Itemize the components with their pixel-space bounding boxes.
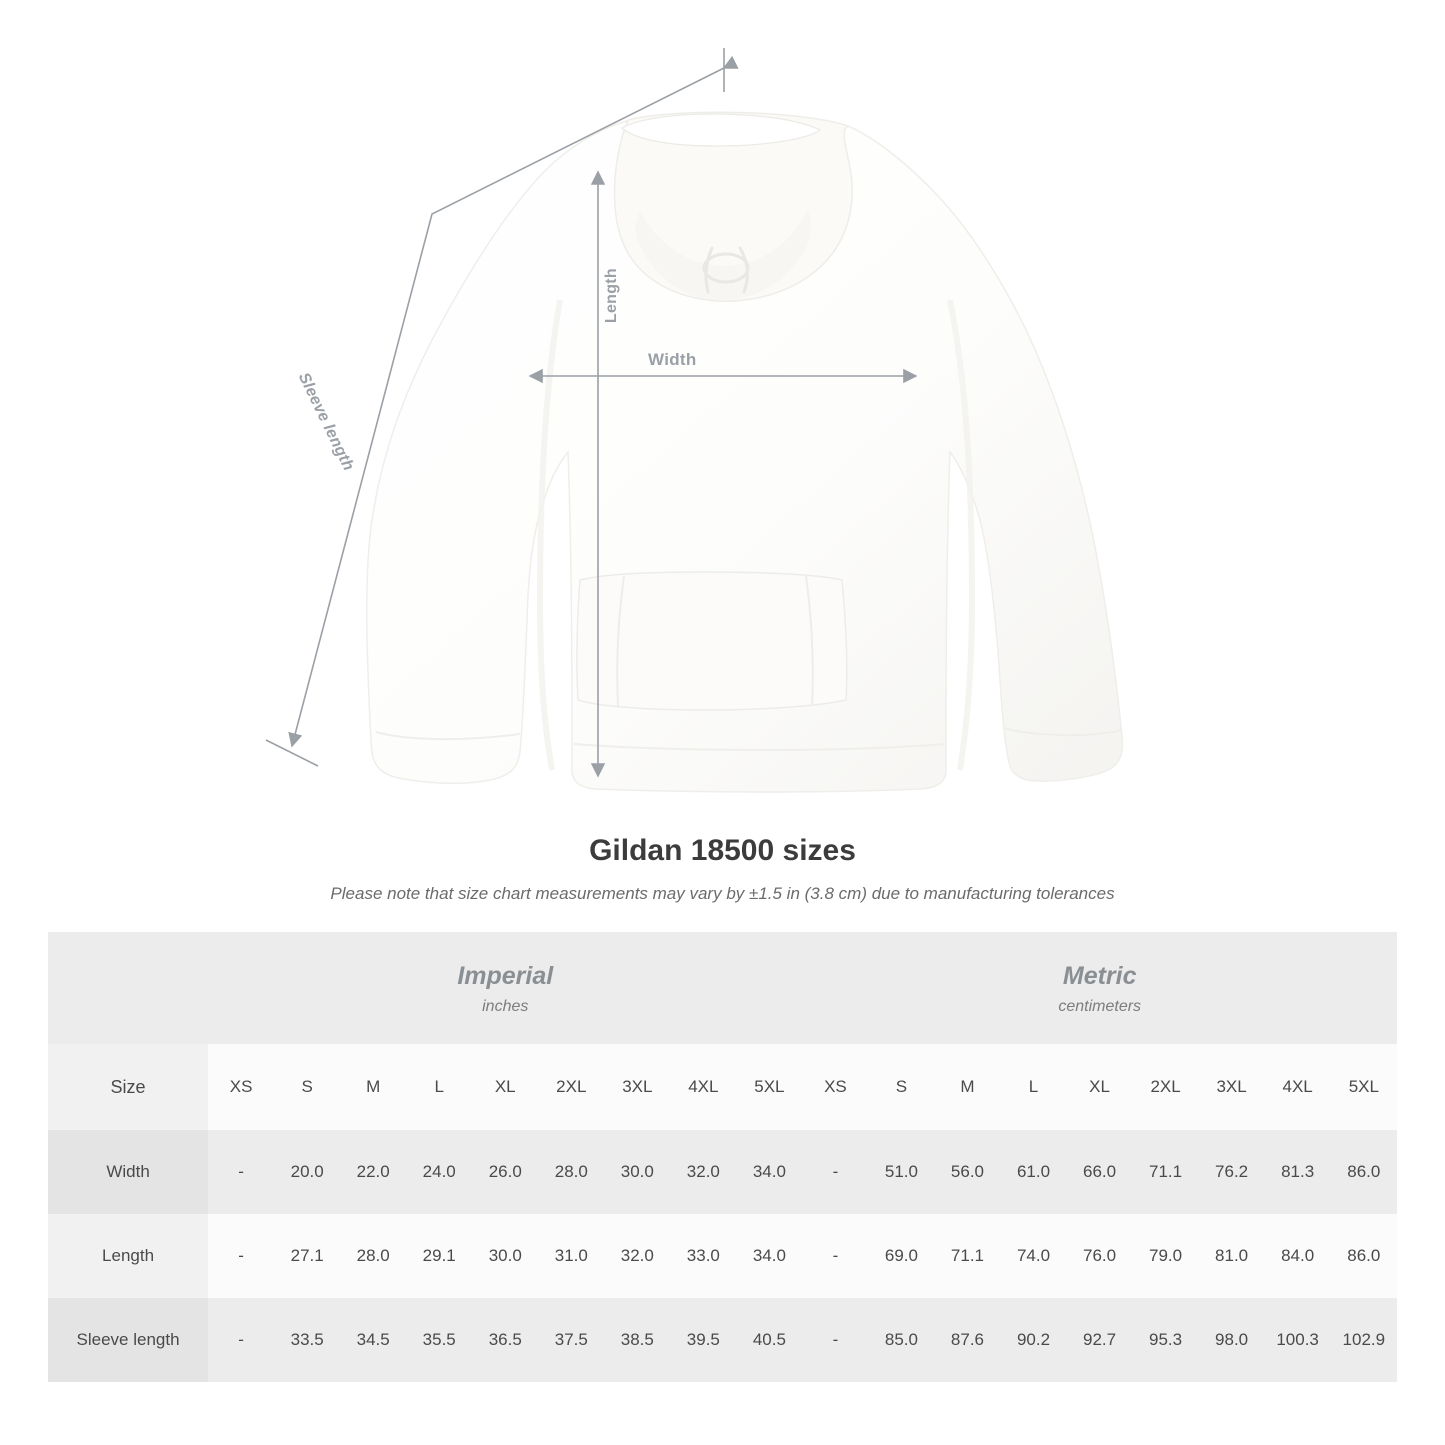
cell-width-metric-l: 61.0 [1000,1130,1066,1214]
cell-width-metric-3xl: 76.2 [1199,1130,1265,1214]
cell-length-metric-3xl: 81.0 [1199,1214,1265,1298]
cell-width-metric-2xl: 71.1 [1133,1130,1199,1214]
cell-sleeve-imperial-5xl: 40.5 [736,1298,802,1382]
cell-sleeve-metric-m: 87.6 [934,1298,1000,1382]
cell-sleeve-metric-s: 85.0 [868,1298,934,1382]
size-header-label: Size [48,1044,208,1130]
size-chart-table-wrapper [48,932,1397,1382]
size-header-metric-2xl: 2XL [1133,1044,1199,1130]
unit-group-imperial-sub: inches [482,997,529,1015]
page-title: Gildan 18500 sizes [589,834,856,867]
cell-length-imperial-2xl: 31.0 [538,1214,604,1298]
cell-width-metric-m: 56.0 [934,1130,1000,1214]
cell-length-metric-2xl: 79.0 [1133,1214,1199,1298]
size-header-imperial-xs: XS [208,1044,274,1130]
cell-width-imperial-xl: 26.0 [472,1130,538,1214]
cell-sleeve-imperial-xl: 36.5 [472,1298,538,1382]
cell-length-imperial-5xl: 34.0 [736,1214,802,1298]
cell-sleeve-metric-4xl: 100.3 [1265,1298,1331,1382]
cell-sleeve-imperial-4xl: 39.5 [670,1298,736,1382]
unit-group-imperial [208,932,802,1044]
size-header-metric-xs: XS [802,1044,868,1130]
size-header-imperial-2xl: 2XL [538,1044,604,1130]
cell-sleeve-metric-3xl: 98.0 [1199,1298,1265,1382]
cell-length-metric-m: 71.1 [934,1214,1000,1298]
size-header-imperial-m: M [340,1044,406,1130]
size-header-imperial-3xl: 3XL [604,1044,670,1130]
sleeve-length-dimension-label: Sleeve length [294,370,357,474]
cell-length-imperial-xs: - [208,1214,274,1298]
row-label-sleeve-length: Sleeve length [48,1298,208,1382]
cell-length-metric-s: 69.0 [868,1214,934,1298]
cell-length-metric-5xl: 86.0 [1331,1214,1397,1298]
cell-width-metric-s: 51.0 [868,1130,934,1214]
cell-width-imperial-2xl: 28.0 [538,1130,604,1214]
cell-sleeve-metric-2xl: 95.3 [1133,1298,1199,1382]
size-header-metric-s: S [868,1044,934,1130]
cell-length-metric-xl: 76.0 [1067,1214,1133,1298]
size-header-imperial-4xl: 4XL [670,1044,736,1130]
unit-group-metric [802,932,1397,1044]
cell-length-imperial-s: 27.1 [274,1214,340,1298]
cell-sleeve-metric-xs: - [802,1298,868,1382]
size-header-imperial-s: S [274,1044,340,1130]
cell-length-metric-xs: - [802,1214,868,1298]
size-chart-table [48,932,1397,1382]
cell-length-imperial-4xl: 33.0 [670,1214,736,1298]
size-header-metric-xl: XL [1067,1044,1133,1130]
cell-width-metric-4xl: 81.3 [1265,1130,1331,1214]
width-dimension-label: Width [648,350,697,369]
row-label-width: Width [48,1130,208,1214]
table-row [48,1214,1397,1298]
cell-width-imperial-4xl: 32.0 [670,1130,736,1214]
cell-sleeve-metric-xl: 92.7 [1067,1298,1133,1382]
table-row [48,1298,1397,1382]
cell-length-imperial-m: 28.0 [340,1214,406,1298]
cell-width-imperial-l: 24.0 [406,1130,472,1214]
cell-sleeve-metric-5xl: 102.9 [1331,1298,1397,1382]
size-header-imperial-5xl: 5XL [736,1044,802,1130]
row-label-length: Length [48,1214,208,1298]
cell-sleeve-imperial-2xl: 37.5 [538,1298,604,1382]
cell-sleeve-imperial-3xl: 38.5 [604,1298,670,1382]
cell-sleeve-imperial-xs: - [208,1298,274,1382]
cell-width-metric-5xl: 86.0 [1331,1130,1397,1214]
cell-sleeve-imperial-l: 35.5 [406,1298,472,1382]
cell-sleeve-imperial-m: 34.5 [340,1298,406,1382]
cell-length-imperial-xl: 30.0 [472,1214,538,1298]
length-dimension-label: Length [603,268,620,324]
cell-length-imperial-3xl: 32.0 [604,1214,670,1298]
measurement-note: Please note that size chart measurements may vary by ±1.5 in (3.8 cm) due to manufacturing tolerances [330,884,1115,903]
unit-group-metric-sub: centimeters [1058,997,1142,1015]
cell-sleeve-metric-l: 90.2 [1000,1298,1066,1382]
cell-length-metric-4xl: 84.0 [1265,1214,1331,1298]
hoodie-shape [367,112,1123,792]
cell-width-imperial-xs: - [208,1130,274,1214]
unit-header-row [48,932,1397,1044]
size-header-metric-3xl: 3XL [1199,1044,1265,1130]
cell-width-imperial-5xl: 34.0 [736,1130,802,1214]
cell-length-metric-l: 74.0 [1000,1214,1066,1298]
size-header-metric-4xl: 4XL [1265,1044,1331,1130]
cell-width-metric-xs: - [802,1130,868,1214]
unit-group-metric-title: Metric [1062,962,1137,991]
size-header-imperial-l: L [406,1044,472,1130]
cell-length-imperial-l: 29.1 [406,1214,472,1298]
cell-sleeve-imperial-s: 33.5 [274,1298,340,1382]
unit-header-spacer [48,932,208,1044]
cell-width-imperial-m: 22.0 [340,1130,406,1214]
cell-width-imperial-3xl: 30.0 [604,1130,670,1214]
size-header-metric-l: L [1000,1044,1066,1130]
unit-group-imperial-title: Imperial [457,962,554,991]
size-header-imperial-xl: XL [472,1044,538,1130]
table-row [48,1130,1397,1214]
cell-width-metric-xl: 66.0 [1067,1130,1133,1214]
cell-width-imperial-s: 20.0 [274,1130,340,1214]
size-header-row [48,1044,1397,1130]
size-header-metric-m: M [934,1044,1000,1130]
size-header-metric-5xl: 5XL [1331,1044,1397,1130]
